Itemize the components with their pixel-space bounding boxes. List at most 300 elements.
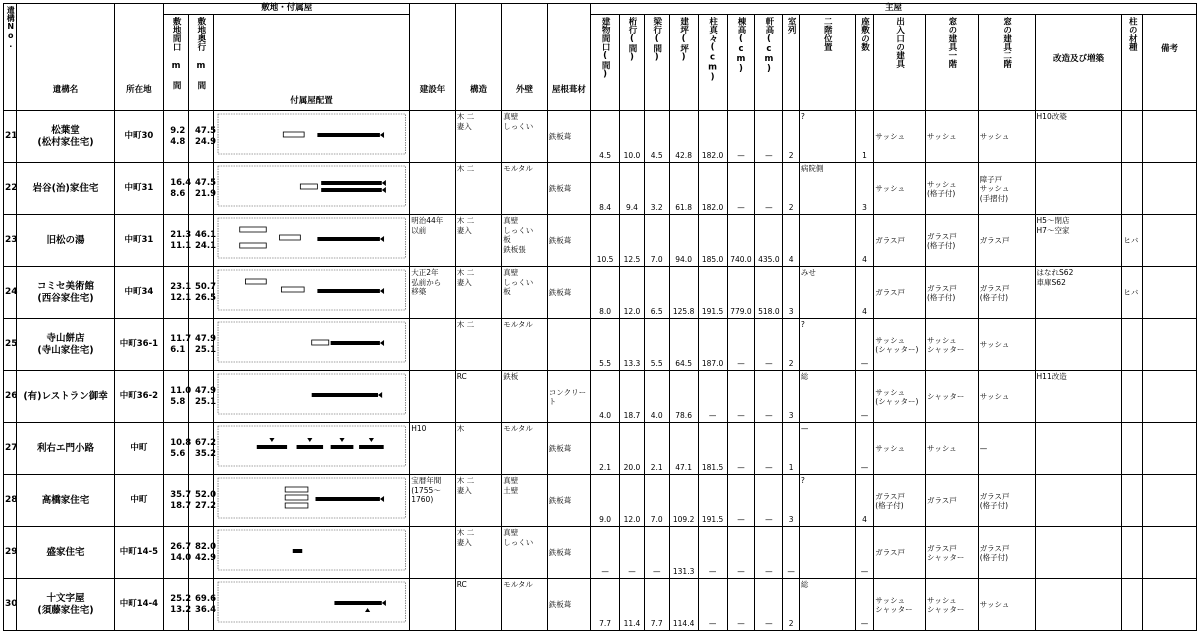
cell-name-text: コミセ美術館 (西谷家住宅) [37, 280, 95, 304]
cell-width-text: 4.0 [599, 411, 612, 421]
cell-location-text: 中町34 [124, 286, 154, 297]
cell-site-front-text: 26.7 14.0 [170, 541, 192, 563]
cell-width [591, 215, 620, 267]
cell-no [4, 267, 17, 319]
cell-span-text: 4.0 [650, 411, 663, 421]
cell-width [591, 267, 620, 319]
cell-eave-text: — [765, 359, 773, 369]
cell-window2-text: — [979, 444, 988, 454]
layout-svg [217, 165, 406, 207]
cell-zashiki [855, 527, 874, 579]
entrance-arrow [382, 180, 386, 186]
cell-name-text: 利右エ門小路 [37, 442, 95, 454]
annex-building [285, 503, 308, 508]
cell-area [669, 423, 698, 475]
entrance-arrow [307, 438, 312, 442]
cell-no-text: 22 [5, 183, 18, 194]
annex-building [281, 287, 304, 292]
cell-door-text: サッシュ (シャッター) [875, 387, 919, 406]
cell-zashiki-text: 4 [862, 515, 867, 525]
cell-window2-text: ガラス戸 (格子付) [979, 543, 1010, 562]
cell-name [17, 163, 114, 215]
cell-renovation [1035, 319, 1122, 371]
table-row [4, 371, 1197, 423]
cell-ridge [727, 319, 755, 371]
cell-door-text: サッシュ [875, 132, 905, 142]
cell-ridge-text: — [737, 515, 745, 525]
cell-remarks [1143, 111, 1197, 163]
cell-rooms [783, 475, 800, 527]
annex-building [285, 495, 308, 500]
cell-ridge-text: — [737, 411, 745, 421]
cell-site-front-text: 9.2 4.8 [170, 125, 186, 147]
cell-rooms-text: 4 [788, 255, 794, 265]
site-layout-diagram [213, 527, 409, 579]
cell-door-text: ガラス戸 [875, 236, 906, 246]
cell-window1-text: サッシュ (格子付) [926, 179, 957, 198]
header-no: 遺構No. [4, 4, 17, 111]
cell-pillar-material [1122, 527, 1143, 579]
cell-structure-text: 木 二 妻入 [456, 216, 475, 235]
cell-structure [455, 423, 502, 475]
cell-beam-text: — [628, 567, 636, 577]
cell-structure [455, 267, 502, 319]
cell-roof-text: 鉄板葺 [548, 236, 572, 246]
cell-structure [455, 111, 502, 163]
cell-window2 [978, 267, 1035, 319]
cell-rooms-text: 3 [788, 307, 794, 317]
header-built: 建設年 [410, 4, 455, 111]
cell-second-floor [799, 163, 855, 215]
annex-building [300, 184, 317, 189]
cell-no [4, 163, 17, 215]
table-row [4, 423, 1197, 475]
cell-roof-text: 鉄板葺 [548, 444, 572, 454]
cell-pillar-text: 181.5 [701, 463, 724, 473]
main-building [257, 445, 287, 449]
cell-area-text: 125.8 [672, 307, 695, 317]
cell-location [114, 579, 164, 631]
cell-second-floor [799, 371, 855, 423]
cell-built [410, 215, 455, 267]
cell-rooms [783, 527, 800, 579]
cell-pillar-text: 191.5 [701, 307, 724, 317]
cell-window2 [978, 579, 1035, 631]
cell-window1 [925, 111, 978, 163]
cell-structure [455, 579, 502, 631]
cell-location [114, 163, 164, 215]
cell-span [644, 111, 669, 163]
layout-svg [217, 269, 406, 311]
cell-no-text: 25 [5, 339, 18, 350]
cell-no [4, 319, 17, 371]
table-row [4, 579, 1197, 631]
site-layout-diagram [213, 111, 409, 163]
cell-area-text: 94.0 [675, 255, 692, 265]
cell-wall [502, 527, 547, 579]
cell-wall-text: 真壁 土壁 [503, 476, 519, 495]
cell-ridge [727, 527, 755, 579]
annex-building [279, 235, 300, 240]
main-building [330, 445, 353, 449]
cell-name [17, 371, 114, 423]
cell-window2 [978, 163, 1035, 215]
cell-renovation [1035, 111, 1122, 163]
cell-roof [547, 423, 590, 475]
cell-name [17, 319, 114, 371]
cell-width-text: — [601, 567, 609, 577]
cell-zashiki-text: — [860, 411, 869, 421]
cell-window1-text: ガラス戸 [926, 496, 957, 506]
main-building [321, 188, 382, 192]
main-building [334, 601, 381, 605]
cell-pillar-material [1122, 423, 1143, 475]
cell-site-depth-text: 52.0 27.2 [195, 489, 216, 511]
cell-door [874, 111, 926, 163]
cell-built [410, 371, 455, 423]
cell-window1-text: サッシュ [926, 444, 957, 454]
cell-built [410, 423, 455, 475]
cell-site-front [164, 111, 189, 163]
site-boundary [218, 530, 405, 570]
cell-site-front-text: 21.3 11.1 [170, 229, 192, 251]
cell-structure [455, 163, 502, 215]
cell-site-depth-text: 47.9 25.1 [195, 333, 216, 355]
cell-roof-text: コンクリート [548, 387, 587, 406]
cell-pillar-text: — [708, 567, 717, 577]
cell-structure-text: 木 二 [456, 164, 475, 173]
cell-eave [755, 371, 783, 423]
cell-eave [755, 267, 783, 319]
cell-door [874, 475, 926, 527]
cell-window2 [978, 527, 1035, 579]
entrance-arrow [380, 496, 384, 502]
cell-zashiki-text: — [860, 619, 869, 629]
cell-name [17, 527, 114, 579]
site-layout-diagram [213, 423, 409, 475]
cell-area [669, 267, 698, 319]
cell-site-front-text: 11.0 5.8 [170, 385, 192, 407]
table-row [4, 475, 1197, 527]
cell-site-front-text: 11.7 6.1 [170, 333, 192, 355]
cell-roof [547, 527, 590, 579]
cell-width [591, 527, 620, 579]
cell-width-text: 9.0 [599, 515, 612, 525]
cell-no [4, 475, 17, 527]
cell-window1-text: ガラス戸 シャッター [926, 543, 965, 562]
cell-renovation [1035, 423, 1122, 475]
cell-roof [547, 111, 590, 163]
cell-rooms [783, 215, 800, 267]
cell-pillar [698, 371, 727, 423]
cell-pillar [698, 423, 727, 475]
cell-window1 [925, 527, 978, 579]
table-body [4, 111, 1197, 631]
cell-location-text: 中町14-4 [119, 598, 159, 609]
cell-window2-text: サッシュ [979, 392, 1010, 402]
layout-svg [217, 529, 406, 571]
main-building [330, 341, 379, 345]
cell-name-text: 盛家住宅 [46, 546, 85, 558]
cell-beam [620, 475, 645, 527]
cell-window1 [925, 215, 978, 267]
cell-pillar-material [1122, 579, 1143, 631]
cell-span [644, 579, 669, 631]
cell-remarks [1143, 475, 1197, 527]
header-zashiki: 座敷の数 [855, 15, 874, 111]
cell-no [4, 423, 17, 475]
cell-window1 [925, 371, 978, 423]
cell-eave [755, 475, 783, 527]
cell-pillar [698, 527, 727, 579]
cell-wall [502, 475, 547, 527]
header-name: 遺構名 [17, 4, 114, 111]
cell-roof [547, 319, 590, 371]
header-second-floor: 二階位置 [799, 15, 855, 111]
annex-building [240, 243, 267, 248]
header-remarks: 備考 [1143, 15, 1197, 111]
cell-zashiki-text: — [860, 567, 869, 577]
cell-ridge-text: — [737, 567, 745, 577]
cell-renovation-text: はなれS62 車庫S62 [1036, 268, 1074, 287]
cell-location-text: 中町30 [124, 130, 154, 141]
cell-rooms [783, 111, 800, 163]
main-building [317, 289, 380, 293]
cell-remarks [1143, 579, 1197, 631]
cell-window2-text: ガラス戸 (格子付) [979, 491, 1010, 510]
cell-pillar [698, 111, 727, 163]
cell-location [114, 267, 164, 319]
cell-pillar-text: — [708, 619, 717, 629]
header-beam: 桁行(間) [620, 15, 645, 111]
cell-site-front [164, 527, 192, 579]
layout-svg [217, 425, 406, 467]
cell-eave-text: — [765, 151, 773, 161]
header-eave: 軒高(cm) [755, 15, 783, 111]
cell-second-floor-text: ? [800, 320, 805, 329]
cell-window2 [978, 371, 1035, 423]
cell-renovation [1035, 579, 1122, 631]
cell-zashiki [855, 267, 874, 319]
cell-location-text: 中町 [130, 494, 148, 505]
layout-svg [217, 373, 406, 415]
cell-zashiki [855, 215, 874, 267]
cell-name-text: 旧松の湯 [46, 234, 85, 246]
cell-structure-text: 木 二 [456, 320, 475, 329]
cell-pillar-text: 191.5 [701, 515, 724, 525]
cell-renovation [1035, 371, 1122, 423]
cell-beam [620, 371, 645, 423]
cell-zashiki [855, 579, 874, 631]
cell-no-text: 30 [5, 599, 18, 610]
cell-zashiki-text: 3 [862, 203, 867, 213]
cell-span [644, 215, 669, 267]
cell-window1-text: ガラス戸 (格子付) [926, 283, 957, 302]
cell-second-floor-text: — [800, 424, 809, 433]
cell-beam-text: 20.0 [623, 463, 641, 473]
cell-wall-text: 鉄板 [503, 372, 519, 381]
cell-door [874, 163, 926, 215]
cell-name [17, 267, 114, 319]
cell-width-text: 10.5 [596, 255, 614, 265]
cell-wall [502, 319, 547, 371]
cell-pillar-text: — [708, 411, 717, 421]
cell-second-floor [799, 579, 855, 631]
cell-window2-text: ガラス戸 [979, 236, 1010, 246]
cell-site-depth [189, 267, 214, 319]
cell-name-text: 高橋家住宅 [41, 494, 90, 506]
cell-window2-text: サッシュ [979, 600, 1010, 610]
cell-roof-text: 鉄板葺 [548, 548, 572, 558]
cell-wall-text: モルタル [503, 164, 533, 173]
cell-zashiki [855, 475, 874, 527]
cell-ridge-text: — [737, 151, 745, 161]
header-window1: 窓の建具一階 [925, 15, 978, 111]
cell-zashiki-text: 4 [862, 255, 867, 265]
cell-eave-text: — [765, 463, 773, 473]
cell-zashiki-text: 1 [862, 151, 867, 161]
annex-building [285, 487, 308, 492]
cell-pillar [698, 267, 727, 319]
cell-beam [620, 163, 645, 215]
cell-beam [620, 319, 645, 371]
cell-window1 [925, 267, 978, 319]
cell-door-text: サッシュ [875, 444, 905, 454]
cell-door [874, 579, 926, 631]
cell-door-text: ガラス戸 (格子付) [875, 491, 906, 510]
cell-window1 [925, 319, 978, 371]
header-window2: 窓の建具二階 [978, 15, 1035, 111]
cell-location-text: 中町31 [124, 234, 154, 245]
cell-area [669, 579, 698, 631]
cell-no [4, 215, 17, 267]
cell-width-text: 7.7 [599, 619, 612, 629]
cell-area-text: 42.8 [675, 151, 692, 161]
cell-window1 [925, 423, 978, 475]
cell-location-text: 中町36-2 [119, 390, 159, 401]
cell-ridge-text: 740.0 [730, 255, 752, 265]
cell-ridge [727, 579, 755, 631]
cell-area [669, 111, 698, 163]
cell-site-front [164, 215, 192, 267]
cell-roof-text: 鉄板葺 [548, 288, 572, 298]
cell-site-depth [189, 423, 214, 475]
site-layout-diagram [213, 163, 409, 215]
entrance-arrow [380, 340, 384, 346]
cell-second-floor-text: ? [800, 476, 805, 485]
cell-rooms [783, 267, 800, 319]
main-building [315, 497, 379, 501]
cell-structure-text: 木 二 妻入 [456, 476, 475, 495]
cell-pillar-material [1122, 371, 1143, 423]
cell-site-depth [189, 319, 214, 371]
cell-second-floor [799, 319, 855, 371]
cell-beam-text: 18.7 [623, 411, 641, 421]
site-layout-diagram [213, 267, 409, 319]
cell-span [644, 527, 669, 579]
cell-location [114, 423, 164, 475]
annex-building [312, 340, 329, 345]
cell-eave-text: 435.0 [758, 255, 780, 265]
cell-name [17, 579, 114, 631]
cell-site-front [164, 579, 192, 631]
cell-site-front-text: 16.4 8.6 [170, 177, 192, 199]
cell-pillar [698, 319, 727, 371]
cell-structure [455, 319, 502, 371]
cell-span-text: 2.1 [650, 463, 663, 473]
cell-span [644, 475, 669, 527]
cell-width [591, 319, 620, 371]
cell-eave-text: — [765, 411, 773, 421]
cell-width-text: 2.1 [599, 463, 612, 473]
cell-pillar-text: 187.0 [701, 359, 724, 369]
header-ridge: 棟高(cm) [727, 15, 755, 111]
table-row [4, 319, 1197, 371]
header-site-depth: 敷地奥行 m 間 [189, 15, 214, 111]
cell-second-floor [799, 111, 855, 163]
cell-structure-text: 木 二 妻入 [456, 528, 475, 547]
annex-building [283, 132, 304, 137]
cell-width [591, 579, 620, 631]
cell-eave-text: — [765, 515, 773, 525]
cell-window1-text: サッシュ シャッター [926, 335, 965, 354]
cell-location [114, 371, 164, 423]
layout-svg [217, 581, 406, 623]
cell-site-front-text: 10.8 5.6 [170, 437, 192, 459]
cell-ridge-text: 779.0 [730, 307, 752, 317]
cell-rooms [783, 163, 800, 215]
cell-site-front [164, 267, 192, 319]
cell-eave [755, 527, 783, 579]
cell-zashiki-text: — [860, 359, 869, 369]
cell-rooms-text: 3 [788, 515, 794, 525]
cell-name-text: (有)レストラン御幸 [23, 390, 108, 402]
cell-wall-text: 真壁 しっくい [503, 112, 534, 131]
cell-span-text: — [653, 567, 661, 577]
cell-second-floor-text: みせ [800, 268, 816, 277]
group-main-header: 主屋 [591, 4, 1197, 15]
cell-beam [620, 215, 645, 267]
cell-eave [755, 215, 783, 267]
cell-span [644, 423, 669, 475]
cell-beam [620, 527, 645, 579]
layout-svg [217, 113, 406, 155]
cell-area [669, 319, 698, 371]
cell-pillar-material-text: ヒバ [1123, 236, 1139, 246]
cell-span-text: 7.7 [650, 619, 663, 629]
cell-location [114, 111, 164, 163]
cell-area [669, 163, 698, 215]
main-building [321, 181, 382, 185]
cell-wall [502, 371, 547, 423]
cell-structure-text: 木 二 妻入 [456, 268, 475, 287]
cell-roof [547, 267, 590, 319]
cell-width-text: 8.0 [599, 307, 612, 317]
cell-window2 [978, 111, 1035, 163]
cell-width [591, 423, 620, 475]
cell-remarks [1143, 527, 1197, 579]
cell-site-depth [189, 163, 214, 215]
cell-name [17, 111, 114, 163]
cell-ridge-text: — [737, 203, 745, 213]
cell-door-text: サッシュ [875, 184, 905, 194]
cell-built-text: H10 [411, 424, 427, 433]
cell-structure [455, 215, 502, 267]
cell-built [410, 111, 455, 163]
cell-beam-text: 12.0 [623, 515, 641, 525]
table-row [4, 527, 1197, 579]
cell-no-text: 29 [5, 547, 18, 558]
